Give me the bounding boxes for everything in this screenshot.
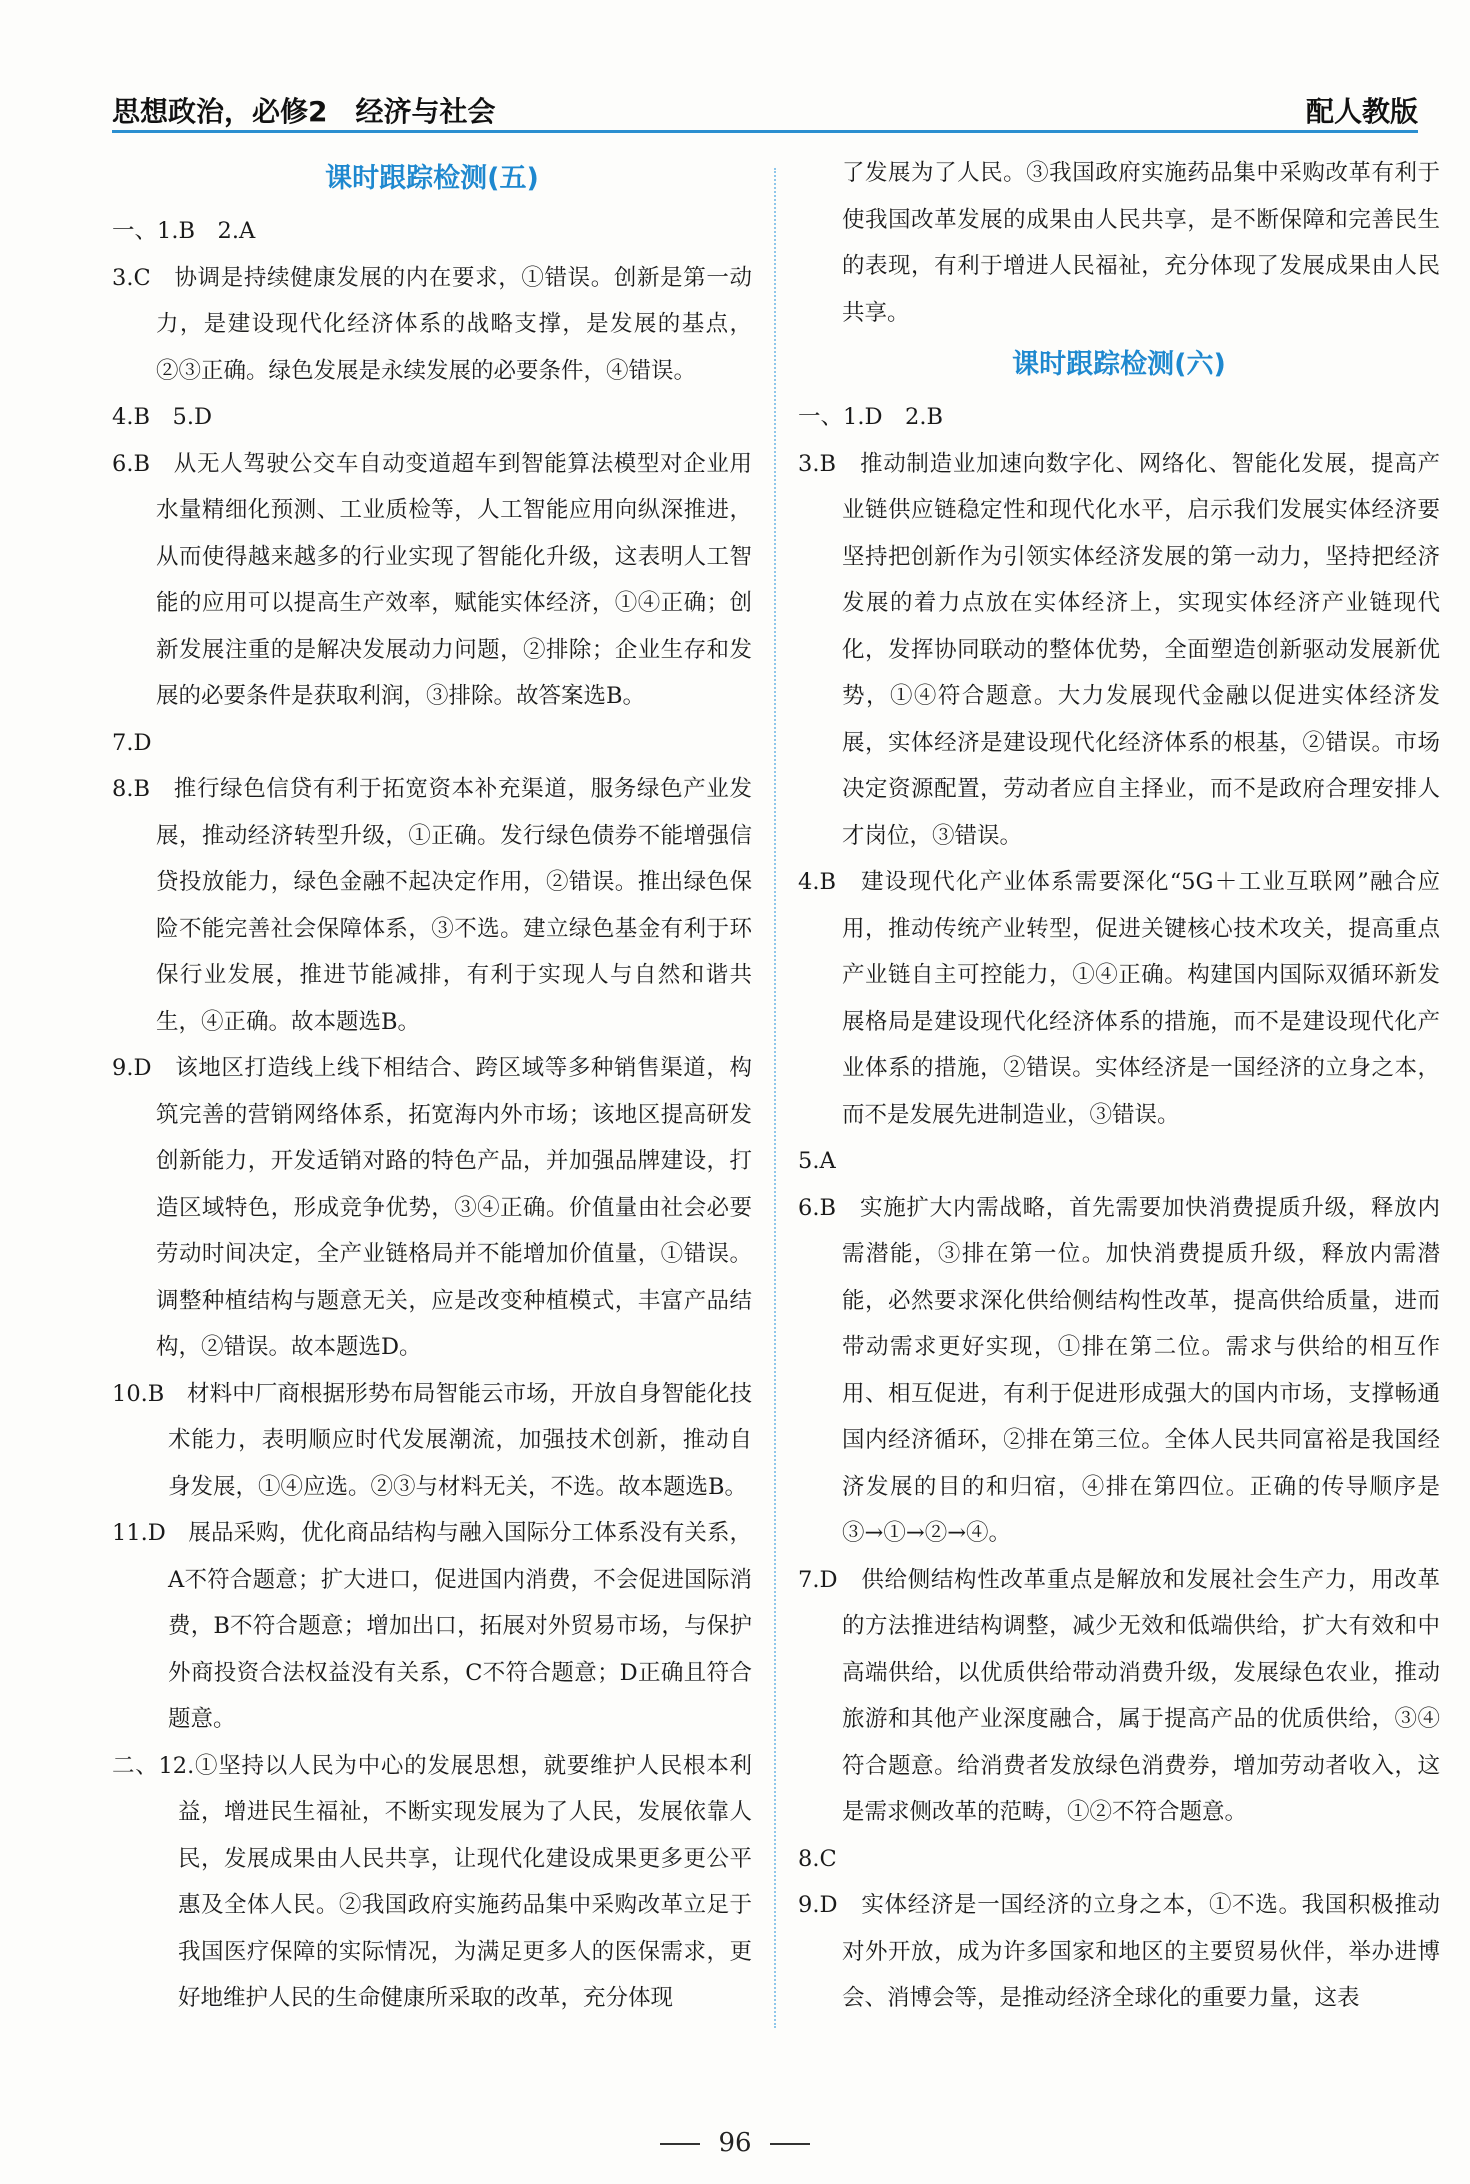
right-column (798, 150, 1440, 2130)
answer-item: 7.D 供给侧结构性改革重点是解放和发展社会生产力，用改革的方法推进结构调整，减少无效和低端供给，扩大有效和中高端供给，以优质供给带动消费升级，发展绿色农业，推动旅游和其他产业深度融合，属于提高产品的优质供给，③④符合题意。给消费者发放绿色消费券，增加劳动者收入，这是需求侧改革的范畴，①②不符合题意。 (798, 1566, 1440, 1825)
answer-item: 11.D 展品采购，优化商品结构与融入国际分工体系没有关系，A不符合题意；扩大进口，促进国内消费，不会促进国际消费，B不符合题意；增加出口，拓展对外贸易市场，与保护外商投资合法权益没有关系，C不符合题意；D正确且符合题意。 (112, 1520, 752, 1732)
answer-item: 一、1.D 2.B (798, 404, 944, 430)
answer-item: 二、12.①坚持以人民为中心的发展思想，就要维护人民根本利益，增进民生福祉，不断实现发展为了人民，发展依靠人民，发展成果由人民共享，让现代化建设成果更多更公平惠及全体人民。②我国政府实施药品集中采购改革立足于我国医疗保障的实际情况，为满足更多人的医保需求，更好地维护人民的生命健康所采取的改革，充分体现 (112, 1752, 752, 2011)
answer-item: 3.C 协调是持续健康发展的内在要求，①错误。创新是第一动力，是建设现代化经济体系的战略支撑，是发展的基点，②③正确。绿色发展是永续发展的必要条件，④错误。 (112, 264, 752, 384)
answer-item: 9.D 该地区打造线上线下相结合、跨区域等多种销售渠道，构筑完善的营销网络体系，拓宽海内外市场；该地区提高研发创新能力，开发适销对路的特色产品，并加强品牌建设，打造区域特色，形成竞争优势，③④正确。价值量由社会必要劳动时间决定，全产业链格局并不能增加价值量，①错误。调整种植结构与题意无关，应是改变种植模式，丰富产品结构，②错误。故本题选D。 (112, 1055, 752, 1360)
book-title: 思想政治，必修2 经济与社会 (112, 95, 496, 128)
header-rule (112, 130, 1418, 133)
answer-item: 9.D 实体经济是一国经济的立身之本，①不选。我国积极推动对外开放，成为许多国家和地区的主要贸易伙伴，举办进博会、消博会等，是推动经济全球化的重要力量，这表 (798, 1892, 1440, 2011)
section-title-5: 课时跟踪检测(五) (325, 163, 539, 194)
footer-dash-left (660, 2143, 700, 2145)
edition-label: 配人教版 (1305, 95, 1418, 128)
footer-dash-right (770, 2143, 810, 2145)
page-footer (0, 2128, 1470, 2158)
page-header (112, 84, 1418, 132)
answer-item: 7.D (112, 729, 152, 756)
answer-item: 一、1.B 2.A (112, 218, 256, 244)
column-divider (774, 168, 776, 2028)
answer-item: 4.B 5.D (112, 404, 213, 430)
page-number: 96 (718, 2128, 752, 2158)
answer-item: 8.C (798, 1845, 837, 1872)
left-column (112, 150, 752, 2130)
answer-continuation: 了发展为了人民。③我国政府实施药品集中采购改革有利于使我国改革发展的成果由人民共享，是不断保障和完善民生的表现，有利于增进人民福祉，充分体现了发展成果由人民共享。 (842, 160, 1440, 326)
answer-item: 3.B 推动制造业加速向数字化、网络化、智能化发展，提高产业链供应链稳定性和现代化水平，启示我们发展实体经济要坚持把创新作为引领实体经济发展的第一动力，坚持把经济发展的着力点放在实体经济上，实现实体经济产业链现代化，发挥协同联动的整体优势，全面塑造创新驱动发展新优势，①④符合题意。大力发展现代金融以促进实体经济发展，实体经济是建设现代化经济体系的根基，②错误。市场决定资源配置，劳动者应自主择业，而不是政府合理安排人才岗位，③错误。 (798, 450, 1440, 849)
section-title-6: 课时跟踪检测(六) (1012, 349, 1226, 380)
answer-item: 6.B 实施扩大内需战略，首先需要加快消费提质升级，释放内需潜能，③排在第一位。加快消费提质升级，释放内需潜能，必然要求深化供给侧结构性改革，提高供给质量，进而带动需求更好实现，①排在第二位。需求与供给的相互作用、相互促进，有利于促进形成强大的国内市场，支撑畅通国内经济循环，②排在第三位。全体人民共同富裕是我国经济发展的目的和归宿，④排在第四位。正确的传导顺序是③→①→②→④。 (798, 1194, 1440, 1546)
answer-item: 6.B 从无人驾驶公交车自动变道超车到智能算法模型对企业用水量精细化预测、工业质检等，人工智能应用向纵深推进，从而使得越来越多的行业实现了智能化升级，这表明人工智能的应用可以提高生产效率，赋能实体经济，①④正确；创新发展注重的是解决发展动力问题，②排除；企业生存和发展的必要条件是获取利润，③排除。故答案选B。 (112, 450, 752, 709)
answer-item: 8.B 推行绿色信贷有利于拓宽资本补充渠道，服务绿色产业发展，推动经济转型升级，①正确。发行绿色债券不能增强信贷投放能力，绿色金融不起决定作用，②错误。推出绿色保险不能完善社会保障体系，③不选。建立绿色基金有利于环保行业发展，推进节能减排，有利于实现人与自然和谐共生，④正确。故本题选B。 (112, 776, 752, 1035)
answer-item: 4.B 建设现代化产业体系需要深化“5G＋工业互联网”融合应用，推动传统产业转型，促进关键核心技术攻关，提高重点产业链自主可控能力，①④正确。构建国内国际双循环新发展格局是建设现代化经济体系的措施，而不是建设现代化产业体系的措施，②错误。实体经济是一国经济的立身之本，而不是发展先进制造业，③错误。 (798, 869, 1440, 1128)
answer-item: 10.B 材料中厂商根据形势布局智能云市场，开放自身智能化技术能力，表明顺应时代发展潮流，加强技术创新，推动自身发展，①④应选。②③与材料无关，不选。故本题选B。 (112, 1380, 752, 1500)
answer-item: 5.A (798, 1148, 836, 1174)
